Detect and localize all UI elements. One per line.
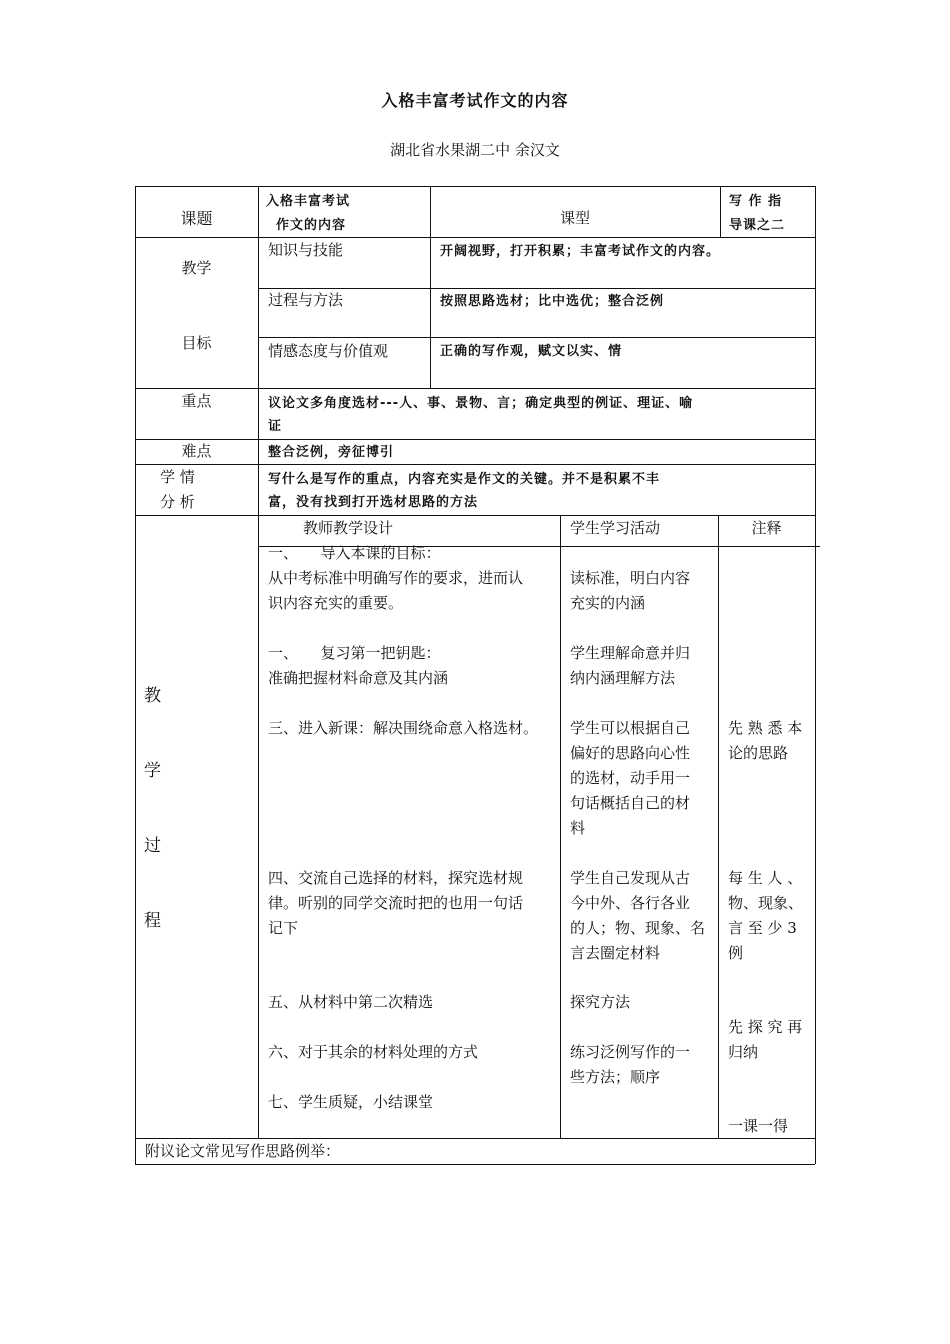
- teacher-step: 一、 复习第一把钥匙：: [268, 644, 441, 662]
- student-activity: 学生自己发现从古: [570, 869, 691, 887]
- table-col-divider: [560, 515, 561, 1138]
- student-activity: 料: [570, 819, 586, 837]
- analysis-label-line2: 分 析: [160, 493, 195, 511]
- difficulty-value: 整合泛例，旁征博引: [268, 445, 395, 460]
- column-header-student: 学生学习活动: [570, 519, 661, 537]
- table-rule: [258, 337, 815, 338]
- goal-value-attitude: 正确的写作观，赋文以实、情: [440, 344, 623, 359]
- goals-label-line2: 目标: [181, 334, 212, 352]
- table-rule: [135, 237, 815, 238]
- note-text: 例: [728, 944, 744, 962]
- table-border-bottom: [135, 1164, 815, 1165]
- student-activity: 言去圈定材料: [570, 944, 661, 962]
- table-border-top: [135, 186, 815, 187]
- table-col-divider: [258, 186, 259, 1138]
- appendix-text: 附议论文常见写作思路例举：: [145, 1142, 341, 1160]
- note-text: 一课一得: [728, 1117, 789, 1135]
- type-value-line1: 写 作 指: [729, 194, 783, 209]
- table-border-right: [815, 186, 816, 1164]
- focus-value-line2: 证: [268, 419, 283, 434]
- process-label-char: 过: [144, 836, 161, 856]
- table-rule: [135, 515, 815, 516]
- student-activity: 偏好的思路向心性: [570, 744, 691, 762]
- note-text: 物、现象、: [728, 894, 804, 912]
- teacher-step: 从中考标准中明确写作的要求，进而认: [268, 569, 524, 587]
- teacher-step: 准确把握材料命意及其内涵: [268, 669, 449, 687]
- analysis-value-line2: 富，没有找到打开选材思路的方法: [268, 495, 479, 510]
- focus-value-line1: 议论文多角度选材---人、事、景物、言；确定典型的例证、理证、喻: [268, 396, 694, 411]
- document-title: 入格丰富考试作文的内容: [381, 91, 569, 110]
- note-text: 归纳: [728, 1043, 759, 1061]
- table-col-divider: [718, 515, 719, 1138]
- goal-value-knowledge: 开阔视野，打开积累；丰富考试作文的内容。: [440, 244, 721, 259]
- difficulty-label: 难点: [181, 442, 212, 460]
- teacher-step: 七、学生质疑，小结课堂: [268, 1093, 434, 1111]
- goals-label-line1: 教学: [181, 259, 212, 277]
- process-label-char: 学: [144, 761, 161, 781]
- column-header-note: 注释: [751, 519, 782, 537]
- student-activity: 读标准，明白内容: [570, 569, 691, 587]
- student-activity: 今中外、各行各业: [570, 894, 691, 912]
- student-activity: 纳内涵理解方法: [570, 669, 676, 687]
- note-text: 言 至 少 3: [728, 919, 797, 937]
- goal-name-attitude: 情感态度与价值观: [268, 342, 389, 360]
- teacher-step: 识内容充实的重要。: [268, 594, 404, 612]
- topic-value-line2: 作文的内容: [276, 218, 347, 233]
- topic-value-line1: 入格丰富考试: [266, 194, 351, 209]
- teacher-step: 记下: [268, 919, 299, 937]
- goal-name-process: 过程与方法: [268, 291, 344, 309]
- analysis-label-line1: 学 情: [160, 468, 195, 486]
- student-activity: 的选材，动手用一: [570, 769, 691, 787]
- table-col-divider: [720, 186, 721, 237]
- student-activity: 的人；物、现象、名: [570, 919, 706, 937]
- topic-label: 课题: [180, 209, 213, 228]
- goal-value-process: 按照思路选材；比中选优；整合泛例: [440, 294, 665, 309]
- student-activity: 练习泛例写作的一: [570, 1043, 691, 1061]
- table-rule: [135, 464, 815, 465]
- focus-label: 重点: [181, 392, 212, 410]
- student-activity: 句话概括自己的材: [570, 794, 691, 812]
- teacher-step: 三、进入新课：解决围绕命意入格选材。: [268, 719, 539, 737]
- process-label-char: 程: [144, 911, 161, 931]
- student-activity: 学生理解命意并归: [570, 644, 691, 662]
- student-activity: 充实的内涵: [570, 594, 646, 612]
- teacher-step: 五、从材料中第二次精选: [268, 993, 434, 1011]
- analysis-value-line1: 写什么是写作的重点，内容充实是作文的关键。并不是积累不丰: [268, 472, 661, 487]
- student-activity: 些方法；顺序: [570, 1068, 661, 1086]
- student-activity: 探究方法: [570, 993, 631, 1011]
- teacher-step: 律。听别的同学交流时把的也用一句话: [268, 894, 524, 912]
- teacher-step: 四、交流自己选择的材料，探究选材规: [268, 869, 524, 887]
- type-label: 课型: [559, 209, 590, 227]
- teacher-step: 一、 导入本课的目标：: [268, 544, 441, 562]
- note-text: 每 生 人 、: [728, 869, 803, 887]
- column-header-teacher: 教师教学设计: [303, 519, 394, 537]
- process-label-char: 教: [144, 686, 161, 706]
- note-text: 先 探 究 再: [728, 1018, 803, 1036]
- student-activity: 学生可以根据自己: [570, 719, 691, 737]
- author-line: 湖北省水果湖二中 余汉文: [390, 141, 560, 159]
- type-value-line2: 导课之二: [729, 218, 786, 233]
- note-text: 先 熟 悉 本: [728, 719, 803, 737]
- note-text: 论的思路: [728, 744, 789, 762]
- goal-name-knowledge: 知识与技能: [268, 241, 344, 259]
- teacher-step: 六、对于其余的材料处理的方式: [268, 1043, 479, 1061]
